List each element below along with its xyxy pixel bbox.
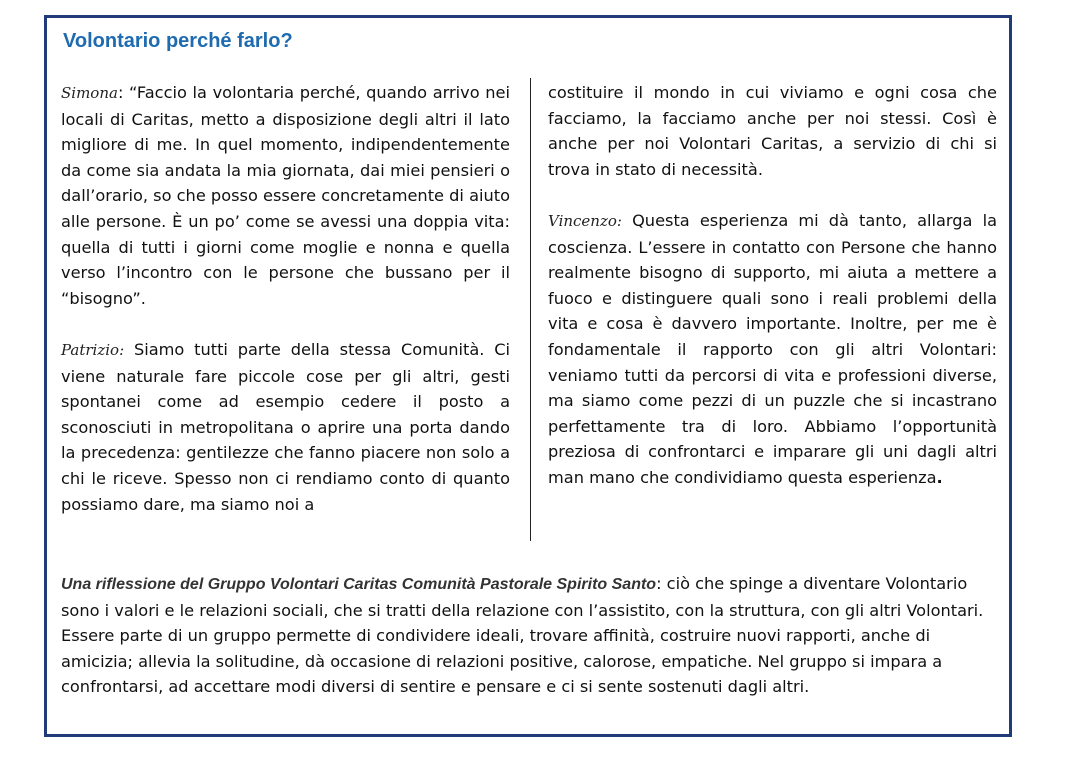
patrizio-text-part1: Siamo tutti parte della stessa Comunità. Ci viene naturale fare piccole cose per gli altri, gesti spontanei come ad esempio cedere il posto a sconosciuti in metropolitana o aprire una porta dando la precedenza: gentilezze che fanno piacere non solo a chi le riceve. Spesso non ci rendiamo conto di quanto possiamo dare, ma siamo noi a: [61, 339, 510, 514]
speaker-vincenzo: Vincenzo:: [548, 211, 622, 230]
column-divider: [530, 78, 531, 541]
patrizio-paragraph: [61, 337, 510, 517]
vincenzo-end-mark: .: [936, 467, 943, 487]
speaker-patrizio: Patrizio:: [61, 340, 125, 359]
left-column: [61, 80, 510, 543]
reflection-text: ciò che spinge a diventare Volontario sono i valori e le relazioni sociali, che si tratti della relazione con l’assistito, con la struttura, con gli altri Volontari. Essere parte di un gruppo permette di condividere ideali, trovare affinità, costruire nuovi rapporti, anche di amicizia; allevia la solitudine, dà occasione di relazioni positive, calorose, empatiche. Nel gruppo si impara a confrontarsi, ad accettare modi diversi di sentire e pensare e ci si sente sostenuti dagli altri.: [61, 574, 984, 697]
simona-paragraph: [61, 80, 510, 311]
simona-text: : “Faccio la volontaria perché, quando arrivo nei locali di Caritas, metto a disposizione degli altri il lato migliore di me. In quel momento, indipendentemente da come sia andata la mia giornata, dai miei pensieri o dall’orario, so che posso essere concretamente di aiuto alle persone. È un po’ come se avessi una doppia vita: quella di tutti i giorni come moglie e nonna e quella verso l’incontro con le persone che bussano per il “bisogno”.: [61, 83, 510, 308]
vincenzo-text: Questa esperienza mi dà tanto, allarga la coscienza. L’essere in contatto con Persone che hanno realmente bisogno di supporto, mi aiuta a mettere a fuoco e distinguere quali sono i reali problemi della vita e cosa è davvero importante. Inoltre, per me è fondamentale il rapporto con gli altri Volontari: veniamo tutti da percorsi di vita e professioni diverse, ma siamo come pezzi di un puzzle che si incastrano perfettamente tra di loro. Abbiamo l’opportunità preziosa di confrontarci e imparare gli uni dagli altri man mano che condividiamo questa esperienza: [548, 210, 997, 487]
reflection-intro: Una riflessione del Gruppo Volontari Caritas Comunità Pastorale Spirito Santo: [61, 576, 657, 593]
article-box: [44, 15, 1012, 737]
speaker-simona: Simona: [61, 84, 118, 102]
patrizio-continued: costituire il mondo in cui viviamo e ogni cosa che facciamo, la facciamo anche per noi stessi. Così è anche per noi Volontari Caritas, a servizio di chi si trova in stato di necessità.: [548, 83, 997, 179]
vincenzo-paragraph: [548, 208, 997, 491]
right-column: [548, 80, 997, 516]
article-title: Volontario perché farlo?: [63, 30, 293, 52]
reflection-colon: :: [656, 574, 662, 593]
group-reflection: [61, 571, 998, 700]
